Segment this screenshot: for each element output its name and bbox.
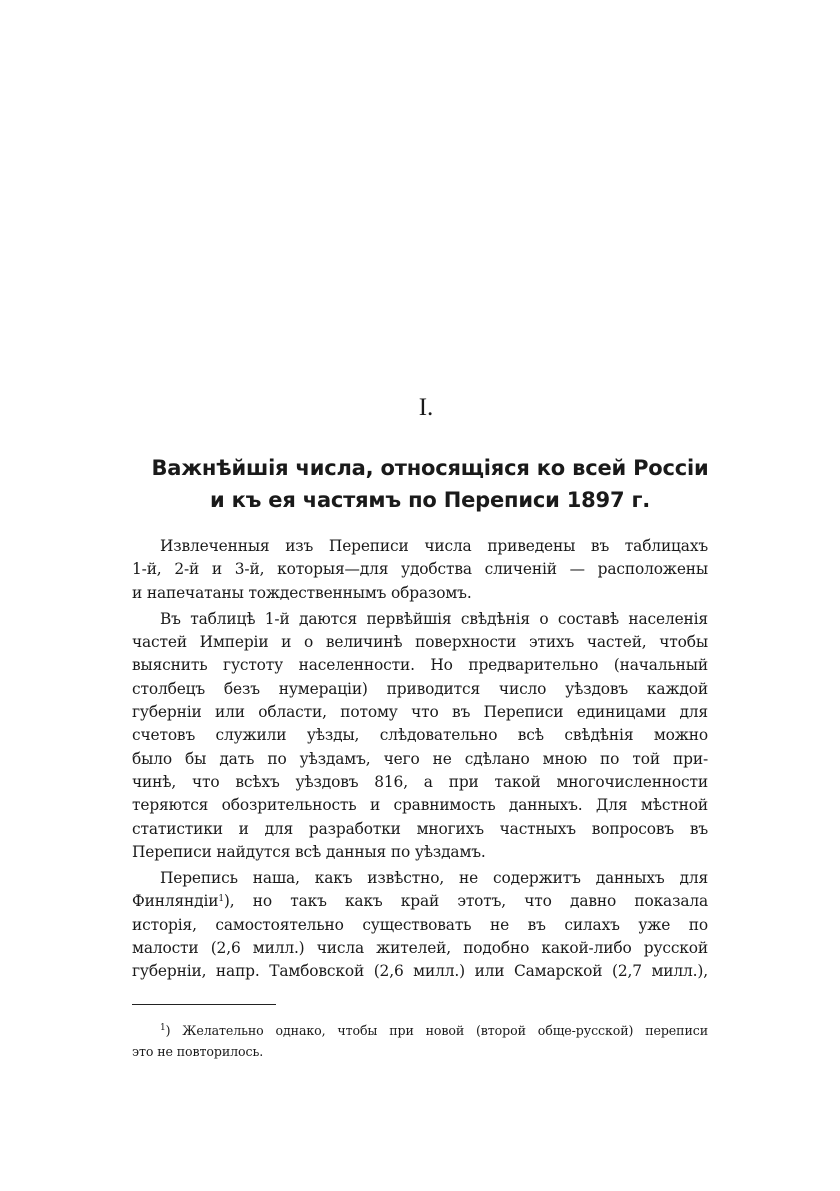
- body-text: [132, 535, 708, 984]
- footnote: [132, 1020, 708, 1062]
- chapter-title-line: и къ ея частямъ по Переписи 1897 г.: [209, 488, 651, 512]
- text-line: частей Имперіи и о величинѣ поверхности этихъ частей, чтобы: [132, 633, 708, 652]
- text-line-with-footnote: [132, 890, 708, 913]
- footnote-line: это не повторилось.: [132, 1044, 264, 1059]
- text-line: губерніи или области, потому что въ Переписи единицами для: [132, 703, 708, 722]
- footnote-reference[interactable]: 1: [218, 894, 224, 905]
- paragraph: [132, 608, 708, 864]
- text-line: выяснить густоту населенности. Но предварительно (начальный: [132, 656, 708, 675]
- text-line: теряются обозрительность и сравнимость данныхъ. Для мѣстной: [132, 796, 708, 815]
- footnote-text: ) Желательно однако, чтобы при новой (второй обще-русской) переписи: [165, 1023, 708, 1038]
- text-line: было бы дать по уѣздамъ, чего не сдѣлано мною по той при-: [132, 749, 708, 768]
- text-line: Извлеченныя изъ Переписи числа приведены въ таблицахъ: [160, 537, 708, 555]
- chapter-number: I.: [418, 394, 434, 421]
- paragraph: [132, 867, 708, 983]
- text-line: исторія, самостоятельно существовать не въ силахъ уже по: [132, 915, 708, 934]
- footnote-divider: [132, 1004, 276, 1005]
- text-fragment: ), но такъ какъ край этотъ, что давно показала: [223, 892, 708, 911]
- text-line: и напечатаны тождественнымъ образомъ.: [132, 583, 472, 602]
- text-line: Перепись наша, какъ извѣстно, не содержитъ данныхъ для: [160, 869, 708, 888]
- chapter-title-line: Важнѣйшія числа, относящіяся ко всей Россіи: [151, 456, 709, 480]
- text-fragment: Финляндіи: [132, 892, 219, 911]
- text-line: малости (2,6 милл.) числа жителей, подобно какой-либо русской: [132, 939, 708, 958]
- text-line: Въ таблицѣ 1-й даются первѣйшія свѣдѣнія о составѣ населенія: [160, 609, 708, 628]
- text-line: статистики и для разработки многихъ частныхъ вопросовъ въ: [132, 819, 708, 838]
- text-line: Переписи найдутся всѣ данныя по уѣздамъ.: [132, 842, 486, 861]
- text-line: счетовъ служили уѣзды, слѣдовательно всѣ свѣдѣнія можно: [132, 726, 708, 745]
- text-line: губерніи, напр. Тамбовской (2,6 милл.) или Самарской (2,7 милл.),: [132, 962, 708, 981]
- text-line: столбецъ безъ нумераціи) приводится число уѣздовъ каждой: [132, 679, 708, 698]
- text-line: 1-й, 2-й и 3-й, которыя—для удобства сличеній — расположены: [132, 560, 708, 579]
- footnote-line: [132, 1020, 708, 1041]
- footnote-marker: 1: [160, 1023, 166, 1033]
- chapter-title: [150, 452, 710, 516]
- paragraph: [132, 535, 708, 605]
- text-line: чинѣ, что всѣхъ уѣздовъ 816, а при такой многочисленности: [132, 772, 708, 791]
